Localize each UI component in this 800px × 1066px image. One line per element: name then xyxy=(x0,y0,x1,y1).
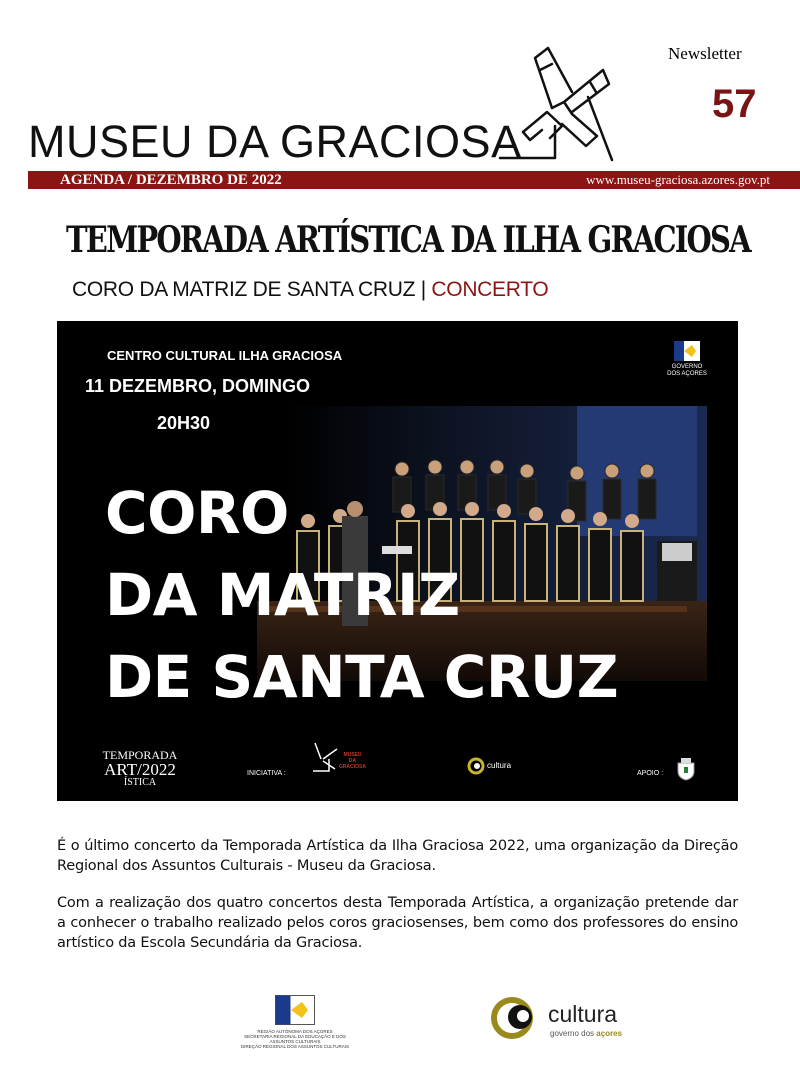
poster-date: 11 DEZEMBRO, DOMINGO xyxy=(85,376,311,396)
cultura-word: cultura xyxy=(548,1001,618,1027)
poster-gov-text-1: GOVERNO xyxy=(671,364,703,370)
subtitle-separator: | xyxy=(415,278,432,301)
poster-gov-text-2: DOS AÇORES xyxy=(667,371,707,377)
concert-poster xyxy=(57,321,738,801)
poster-title-line-3: DE SANTA CRUZ xyxy=(105,643,619,711)
agenda-date: AGENDA / DEZEMBRO DE 2022 xyxy=(60,172,282,188)
cultura-logo-icon xyxy=(490,995,550,1041)
footer-gov-line-2: SECRETARIA REGIONAL DA EDUCAÇÃO E DOS ASSUNTOS CULTURAIS xyxy=(244,1034,346,1044)
cultura-small-logo-icon xyxy=(467,757,485,775)
article-title: TEMPORADA ARTÍSTICA DA ILHA GRACIOSA xyxy=(66,218,750,261)
footer-gov-line-1: REGIÃO AUTÓNOMA DOS AÇORES xyxy=(257,1029,333,1034)
apoio-label: APOIO : xyxy=(637,770,664,777)
issue-number: 57 xyxy=(712,82,757,126)
poster-title-line-2: DA MATRIZ xyxy=(105,561,460,629)
azores-flag-icon xyxy=(275,995,315,1025)
season-logo-line-3: ÍSTICA xyxy=(123,777,157,788)
newsletter-label: Newsletter xyxy=(668,44,742,63)
cultura-subtitle xyxy=(550,1029,622,1038)
poster-gov-logo xyxy=(662,341,712,378)
season-logo xyxy=(85,749,195,788)
museum-logo-line-1: MUSEU xyxy=(343,752,362,758)
footer-gov-logo xyxy=(240,995,350,1049)
museum-title: MUSEU DA GRACIOSA xyxy=(28,116,522,167)
museum-logo-text xyxy=(339,752,366,770)
paragraph-1: É o último concerto da Temporada Artística da Ilha Graciosa 2022, uma organização da Direção Regional dos Assuntos Culturais - Museu da Graciosa. xyxy=(57,838,738,874)
cultura-small-text: cultura xyxy=(487,761,512,770)
website-link[interactable]: www.museu-graciosa.azores.gov.pt xyxy=(586,172,770,187)
azores-flag-icon xyxy=(674,341,700,361)
article-subtitle xyxy=(72,278,548,302)
municipal-crest-icon xyxy=(675,757,697,781)
subtitle-main: CORO DA MATRIZ DE SANTA CRUZ xyxy=(72,278,416,301)
museum-logo-line-2: DA xyxy=(348,758,357,764)
paragraph-2: Com a realização dos quatro concertos desta Temporada Artística, a organização pretende dar a conhecer o trabalho realizado pelos coros graciosenses, bem como dos professores do ensino artístico da Escola Secundária da Graciosa. xyxy=(57,895,738,951)
poster-time: 20H30 xyxy=(157,413,211,433)
poster-title-line-1: CORO xyxy=(105,479,289,547)
museum-logo-line-3: GRACIOSA xyxy=(339,764,366,770)
cultura-sub-2: açores xyxy=(596,1029,623,1038)
iniciativa-label: INICIATIVA : xyxy=(247,770,286,777)
poster-venue: CENTRO CULTURAL ILHA GRACIOSA xyxy=(107,348,343,363)
season-logo-line-2: ART/2022 xyxy=(104,760,176,779)
museum-windmill-icon xyxy=(309,741,339,773)
footer-gov-line-3: DIREÇÃO REGIONAL DOS ASSUNTOS CULTURAIS xyxy=(241,1044,349,1049)
cultura-sub-1: governo dos xyxy=(550,1029,597,1038)
subtitle-accent: CONCERTO xyxy=(431,278,549,301)
season-logo-line-1: TEMPORADA xyxy=(102,748,178,762)
